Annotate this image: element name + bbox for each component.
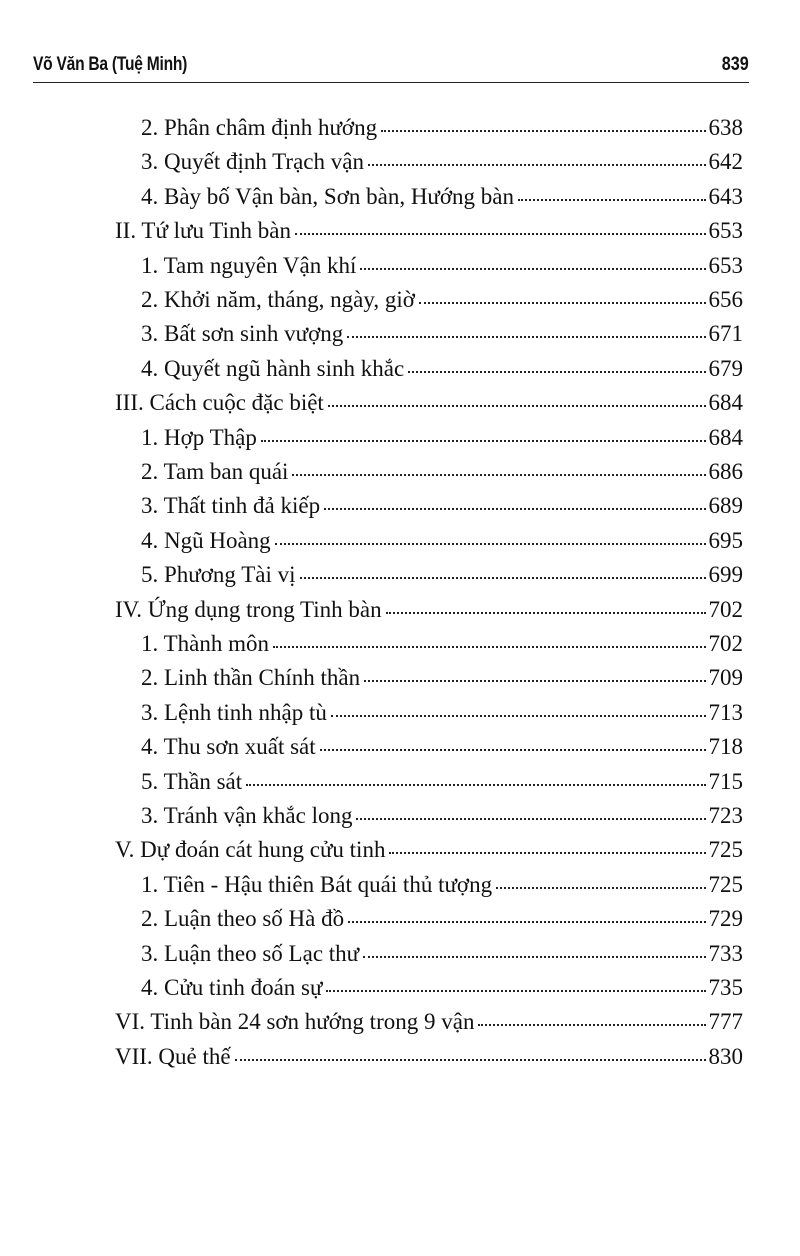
toc-entry-page: 715	[708, 768, 743, 794]
toc-entry	[141, 115, 743, 149]
toc-dot-leader	[326, 989, 705, 992]
toc-entry-title: 3. Quyết định Trạch vận	[141, 149, 364, 175]
toc-dot-leader	[275, 542, 706, 545]
toc-entry	[141, 253, 743, 287]
toc-entry	[141, 356, 743, 390]
toc-entry-page: 638	[708, 115, 743, 140]
toc-entry-page: 643	[708, 183, 743, 209]
toc-entry-title: 4. Cửu tinh đoán sự	[141, 975, 323, 1000]
toc-dot-leader	[328, 404, 706, 407]
toc-dot-leader	[381, 129, 705, 132]
toc-entry	[141, 493, 743, 527]
toc-entry-page: 718	[708, 734, 743, 760]
toc-entry	[141, 906, 743, 940]
toc-entry-title: III. Cách cuộc đặc biệt	[115, 390, 324, 416]
toc-entry-title: 4. Quyết ngũ hành sinh khắc	[141, 355, 405, 381]
toc-dot-leader	[419, 301, 706, 304]
toc-entry-page: 684	[708, 390, 743, 416]
toc-dot-leader	[300, 576, 706, 579]
toc-dot-leader	[320, 748, 706, 751]
toc-entry-page: 695	[708, 527, 743, 553]
header-page-number: 839	[722, 54, 749, 75]
toc-dot-leader	[478, 1023, 705, 1026]
toc-entry-title: 3. Luận theo số Lạc thư	[141, 940, 360, 966]
toc-dot-leader	[408, 370, 705, 373]
toc-entry	[141, 562, 743, 596]
toc-entry-page: 679	[708, 355, 743, 381]
toc-entry-page: 686	[708, 459, 743, 484]
toc-entry-title: 3. Thất tinh đả kiếp	[141, 493, 321, 519]
toc-dot-leader	[246, 783, 705, 786]
header-author: Võ Văn Ba (Tuệ Minh)	[33, 54, 188, 75]
toc-entry	[141, 184, 743, 218]
toc-entry	[115, 837, 743, 871]
toc-entry-title: 2. Luận theo số Hà đồ	[141, 906, 345, 932]
toc-entry-page: 729	[708, 906, 743, 932]
toc-entry-title: 4. Thu sơn xuất sát	[141, 734, 316, 760]
toc-entry-page: 777	[708, 1009, 743, 1035]
toc-entry	[115, 218, 743, 252]
running-header	[33, 50, 749, 83]
toc-entry-title: 2. Linh thần Chính thần	[141, 665, 361, 691]
toc-dot-leader	[496, 886, 705, 889]
toc-entry	[115, 390, 743, 424]
toc-entry-title: 5. Thần sát	[141, 768, 243, 794]
toc-entry-page: 684	[708, 424, 743, 450]
toc-entry-title: II. Tứ lưu Tinh bàn	[115, 218, 291, 244]
toc-entry-page: 699	[708, 562, 743, 588]
toc-entry-title: 4. Bày bố Vận bàn, Sơn bàn, Hướng bàn	[141, 183, 515, 209]
toc-entry-page: 689	[708, 493, 743, 519]
toc-entry	[115, 1009, 743, 1043]
toc-dot-leader	[364, 679, 705, 682]
toc-entry-title: 1. Thành môn	[141, 631, 269, 656]
toc-entry-page: 830	[708, 1043, 743, 1069]
toc-entry-page: 725	[708, 837, 743, 863]
toc-entry-title: 3. Tránh vận khắc long	[141, 803, 353, 828]
toc-dot-leader	[235, 1058, 706, 1061]
toc-entry-page: 653	[708, 218, 743, 244]
toc-dot-leader	[324, 507, 705, 510]
toc-dot-leader	[360, 267, 705, 270]
toc-entry	[141, 941, 743, 975]
toc-entry-title: 2. Tam ban quái	[141, 459, 289, 484]
toc-entry-title: 3. Bất sơn sinh vượng	[141, 321, 344, 347]
toc-entry-page: 702	[708, 596, 743, 622]
toc-entry-page: 656	[708, 287, 743, 312]
toc-entry-page: 725	[708, 871, 743, 897]
toc-entry	[141, 872, 743, 906]
toc-dot-leader	[347, 335, 705, 338]
toc-dot-leader	[292, 473, 705, 476]
toc-entry	[141, 631, 743, 665]
toc-entry-title: 2. Khởi năm, tháng, ngày, giờ	[141, 287, 415, 312]
toc-entry-title: 2. Phân châm định hướng	[141, 115, 378, 140]
toc-entry-title: 1. Tam nguyên Vận khí	[141, 252, 357, 278]
toc-entry	[141, 321, 743, 355]
toc-dot-leader	[386, 611, 706, 614]
toc-dot-leader	[273, 645, 706, 648]
toc-dot-leader	[363, 955, 705, 958]
toc-entry	[141, 425, 743, 459]
toc-entry	[141, 975, 743, 1009]
toc-entry-title: IV. Ứng dụng trong Tinh bàn	[115, 596, 382, 622]
toc-dot-leader	[368, 163, 706, 166]
toc-entry-title: 1. Hợp Thập	[141, 424, 257, 450]
toc-entry-page: 709	[708, 665, 743, 691]
toc-entry	[141, 287, 743, 321]
toc-entry	[141, 700, 743, 734]
toc-entry-page: 671	[708, 321, 743, 347]
toc-entry-title: 4. Ngũ Hoàng	[141, 527, 271, 553]
toc-entry	[141, 459, 743, 493]
toc-entry-title: 5. Phương Tài vị	[141, 562, 296, 588]
toc-entry	[141, 734, 743, 768]
toc-entry	[141, 528, 743, 562]
toc-dot-leader	[331, 714, 706, 717]
toc-entry-title: VII. Quẻ thế	[115, 1043, 231, 1069]
toc-entry-page: 653	[708, 252, 743, 278]
toc-entry-page: 723	[708, 803, 743, 828]
toc-entry-title: VI. Tinh bàn 24 sơn hướng trong 9 vận	[115, 1009, 475, 1035]
toc-entry	[141, 769, 743, 803]
toc-dot-leader	[389, 851, 705, 854]
toc-entry	[141, 803, 743, 837]
toc-dot-leader	[295, 232, 706, 235]
toc-entry-title: 1. Tiên - Hậu thiên Bát quái thủ tượng	[141, 871, 493, 897]
toc-dot-leader	[261, 439, 706, 442]
toc-entry-title: V. Dự đoán cát hung cửu tinh	[115, 837, 386, 863]
toc-entry-page: 702	[708, 631, 743, 656]
toc-entry-page: 733	[708, 940, 743, 966]
toc-entry-title: 3. Lệnh tinh nhập tù	[141, 699, 327, 725]
toc-entry	[115, 597, 743, 631]
toc-dot-leader	[518, 198, 705, 201]
toc-entry	[115, 1044, 743, 1078]
toc-dot-leader	[356, 817, 705, 820]
toc-entry	[141, 149, 743, 183]
toc-entry-page: 735	[708, 975, 743, 1000]
toc-dot-leader	[348, 920, 705, 923]
toc-entry	[141, 665, 743, 699]
toc-entry-page: 713	[708, 699, 743, 725]
toc-entry-page: 642	[708, 149, 743, 175]
